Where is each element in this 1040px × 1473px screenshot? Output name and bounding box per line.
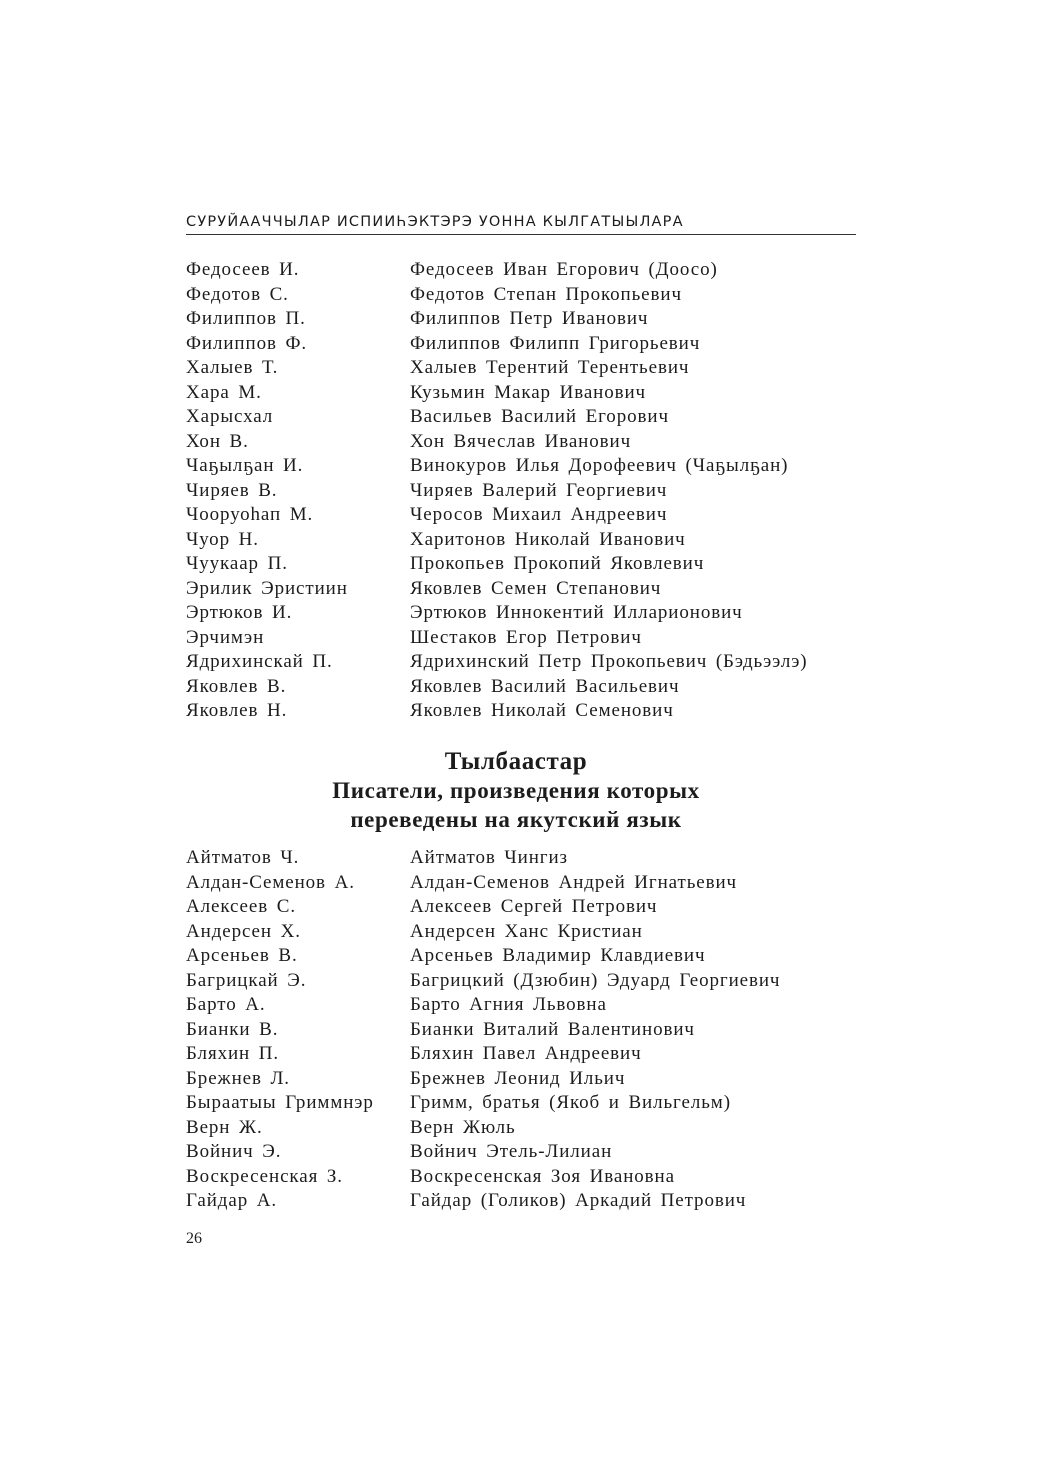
abbreviated-name: Эрилик Эристиин (186, 577, 348, 599)
list-item (186, 1165, 846, 1190)
abbreviated-name: Войнич Э. (186, 1141, 282, 1163)
abbreviated-name: Филиппов Ф. (186, 332, 308, 354)
list-item (186, 1116, 846, 1141)
full-name: Прокопьев Прокопий Яковлевич (410, 553, 705, 575)
list-item (186, 479, 846, 504)
abbreviated-name: Бианки В. (186, 1018, 279, 1040)
full-name: Васильев Василий Егорович (410, 406, 669, 428)
list-item (186, 1067, 846, 1092)
full-name: Брежнев Леонид Ильич (410, 1067, 626, 1089)
list-item (186, 258, 846, 283)
abbreviated-name: Барто А. (186, 994, 266, 1016)
full-name: Хон Вячеслав Иванович (410, 430, 632, 452)
list-item (186, 1042, 846, 1067)
full-name: Харитонов Николай Иванович (410, 528, 686, 550)
abbreviated-name: Воскресенская З. (186, 1165, 343, 1187)
abbreviated-name: Хара М. (186, 381, 262, 403)
abbreviated-name: Айтматов Ч. (186, 847, 300, 869)
abbreviated-name: Харысхал (186, 406, 274, 428)
list-item (186, 405, 846, 430)
list-item (186, 356, 846, 381)
abbreviated-name: Эртюков И. (186, 602, 293, 624)
full-name: Яковлев Семен Степанович (410, 577, 662, 599)
abbreviated-name: Хон В. (186, 430, 249, 452)
full-name: Кузьмин Макар Иванович (410, 381, 647, 403)
list-item (186, 969, 846, 994)
list-item (186, 503, 846, 528)
list-item (186, 920, 846, 945)
full-name: Яковлев Василий Васильевич (410, 675, 680, 697)
abbreviated-name: Филиппов П. (186, 308, 306, 330)
list-item (186, 307, 846, 332)
full-name: Черосов Михаил Андреевич (410, 504, 668, 526)
abbreviated-name: Алдан-Семенов А. (186, 871, 355, 893)
abbreviated-name: Багрицкай Э. (186, 969, 307, 991)
full-name: Айтматов Чингиз (410, 847, 568, 869)
abbreviated-name: Чооруоһап М. (186, 504, 314, 526)
full-name: Верн Жюль (410, 1116, 516, 1138)
full-name: Багрицкий (Дзюбин) Эдуард Георгиевич (410, 969, 781, 991)
list-item (186, 846, 846, 871)
abbreviated-name: Ядрихинскай П. (186, 651, 333, 673)
full-name: Филиппов Петр Иванович (410, 308, 649, 330)
list-item (186, 1091, 846, 1116)
list-item (186, 993, 846, 1018)
section-subtitle-line-2: переведены на якутский язык (350, 807, 682, 832)
list-item (186, 552, 846, 577)
full-name: Андерсен Ханс Кристиан (410, 920, 643, 942)
abbreviated-name: Чуукаар П. (186, 553, 288, 575)
list-item (186, 1189, 846, 1214)
abbreviation-list-pseudonyms (186, 258, 846, 724)
full-name: Яковлев Николай Семенович (410, 700, 674, 722)
list-item (186, 871, 846, 896)
abbreviated-name: Верн Ж. (186, 1116, 263, 1138)
list-item (186, 528, 846, 553)
full-name: Барто Агния Львовна (410, 994, 607, 1016)
abbreviation-list-translated-writers (186, 846, 846, 1214)
full-name: Гримм, братья (Якоб и Вильгельм) (410, 1092, 731, 1114)
page-number: 26 (186, 1230, 202, 1247)
list-item (186, 626, 846, 651)
list-item (186, 699, 846, 724)
abbreviated-name: Арсеньев В. (186, 945, 298, 967)
abbreviated-name: Андерсен Х. (186, 920, 301, 942)
full-name: Халыев Терентий Терентьевич (410, 357, 690, 379)
full-name: Алексеев Сергей Петрович (410, 896, 658, 918)
full-name: Винокуров Илья Дорофеевич (Чаҕылҕан) (410, 455, 789, 477)
full-name: Бляхин Павел Андреевич (410, 1043, 642, 1065)
abbreviated-name: Яковлев В. (186, 675, 287, 697)
list-item (186, 332, 846, 357)
list-item (186, 675, 846, 700)
full-name: Гайдар (Голиков) Аркадий Петрович (410, 1190, 747, 1212)
abbreviated-name: Чаҕылҕан И. (186, 455, 304, 477)
abbreviated-name: Алексеев С. (186, 896, 296, 918)
full-name: Федотов Степан Прокопьевич (410, 283, 682, 305)
list-item (186, 650, 846, 675)
full-name: Войнич Этель-Лилиан (410, 1141, 613, 1163)
full-name: Арсеньев Владимир Клавдиевич (410, 945, 706, 967)
list-item (186, 895, 846, 920)
abbreviated-name: Чуор Н. (186, 528, 259, 550)
abbreviated-name: Брежнев Л. (186, 1067, 290, 1089)
full-name: Алдан-Семенов Андрей Игнатьевич (410, 871, 738, 893)
abbreviated-name: Федосеев И. (186, 259, 300, 281)
full-name: Эртюков Иннокентий Илларионович (410, 602, 743, 624)
full-name: Федосеев Иван Егорович (Доосо) (410, 259, 718, 281)
list-item (186, 577, 846, 602)
full-name: Шестаков Егор Петрович (410, 626, 642, 648)
abbreviated-name: Федотов С. (186, 283, 289, 305)
list-item (186, 283, 846, 308)
abbreviated-name: Эрчимэн (186, 626, 265, 648)
section-subtitle-line-1: Писатели, произведения которых (332, 778, 700, 803)
list-item (186, 944, 846, 969)
abbreviated-name: Халыев Т. (186, 357, 279, 379)
full-name: Бианки Виталий Валентинович (410, 1018, 695, 1040)
list-item (186, 430, 846, 455)
list-item (186, 381, 846, 406)
abbreviated-name: Чиряев В. (186, 479, 278, 501)
list-item (186, 1018, 846, 1043)
list-item (186, 1140, 846, 1165)
abbreviated-name: Быраатыы Гриммнэр (186, 1092, 374, 1114)
running-header: СУРУЙААЧЧЫЛАР ИСПИИҺЭКТЭРЭ УОННА КЫЛГАТЫЫЛАРА (186, 212, 856, 235)
full-name: Филиппов Филипп Григорьевич (410, 332, 701, 354)
section-title: Тылбаастар (444, 748, 588, 775)
list-item (186, 454, 846, 479)
abbreviated-name: Яковлев Н. (186, 700, 288, 722)
full-name: Ядрихинский Петр Прокопьевич (Бэдьээлэ) (410, 651, 808, 673)
abbreviated-name: Гайдар А. (186, 1190, 278, 1212)
list-item (186, 601, 846, 626)
full-name: Воскресенская Зоя Ивановна (410, 1165, 675, 1187)
full-name: Чиряев Валерий Георгиевич (410, 479, 668, 501)
abbreviated-name: Бляхин П. (186, 1043, 280, 1065)
